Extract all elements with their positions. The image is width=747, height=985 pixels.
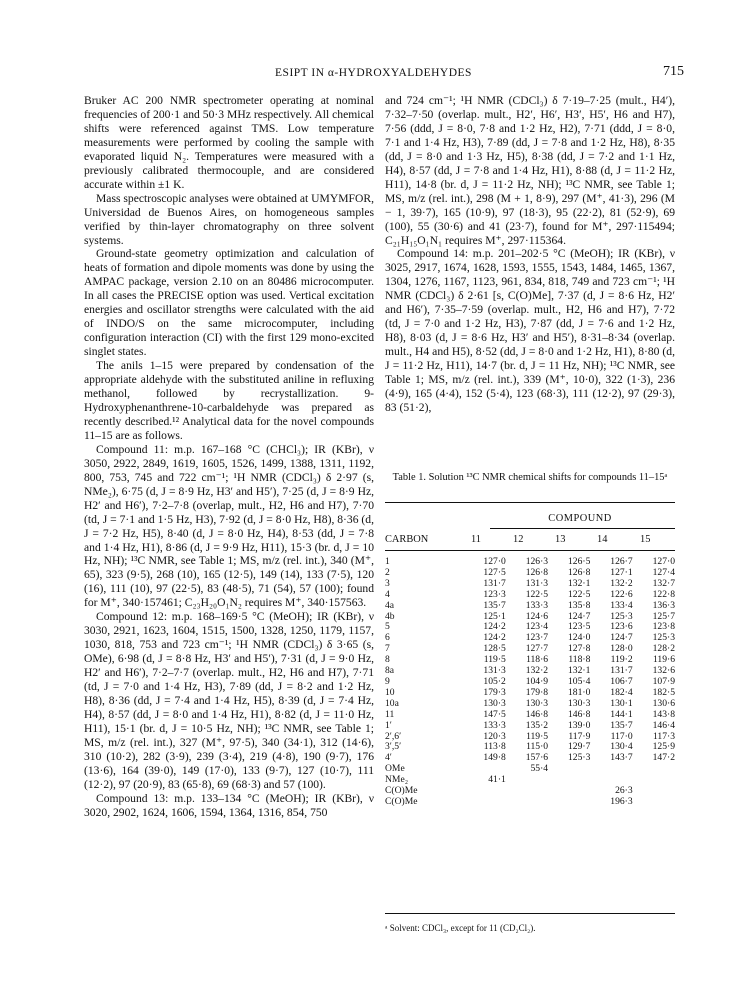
left-column [84,94,374,820]
table-cell: 117·0 [610,730,633,742]
table-cell: 181·0 [567,686,591,698]
table-cell [633,786,675,797]
table-cell: 26·3 [615,785,633,797]
table-cell: 130·1 [610,697,633,709]
table-cell: 126·8 [525,566,549,578]
table-cell: 124·7 [567,610,591,622]
table-cell: 127·7 [525,643,549,655]
table-cell: 127·5 [483,566,506,578]
table-cell: 131·3 [483,665,506,677]
table-row-label: NMe₂ [385,774,409,786]
table-header-cell: 11 [471,534,482,545]
paragraph: Ground-state geometry optimization and calculation of heats of formation and dipole moments was done by using the AMPAC package, version 2.10 on an 80486 microcomputer. In all cases the PRECISE option was used. Vertical excitation energies and oscillator strengths were calculated with the aid of INDO/S on the same microcomputer, including configuration interaction (CI) with the first 129 mono-excited singlet states. [84,247,374,359]
table-cell: 117·9 [568,730,591,742]
table-cell: 139·0 [567,719,591,731]
table-cell: 179·3 [483,686,506,698]
table-row-label: 3 [385,577,390,589]
table-row-label: 10 [385,686,395,698]
table-row-label: 2 [385,566,390,578]
table-cell: 125·3 [567,752,591,764]
paragraph: Compound 14: m.p. 201–202·5 °C (MeOH); IR (KBr), ν 3025, 2917, 1674, 1628, 1593, 1555, 1543, 1484, 1465, 1367, 1304, 1276, 1167, 1123, 961, 834, 818, 749 and 723 cm⁻¹; ¹H NMR (CDCl₃) δ 2·61 [s, C(O)Me], 7·37 (d, J = 8·6 Hz, H2′ and H6′), 7·35–7·59 (overlap. mult., H2, H6 and H7), 7·72 (td, J = 7·0 and 1·2 Hz, H3), 7·87 (dd, J = 7·6 and 1·2 Hz, H8), 8·03 (d, J = 8·6 Hz, H3′ and H5′), 8·31–8·34 (overlap. mult., H4 and H5), 8·52 (dd, J = 8·0 and 1·2 Hz, H1), 8·80 (d, J = 11·2 Hz, H11), 14·7 (br. d, J = 11 Hz, NH); ¹³C NMR, see Table 1; MS, m/z (rel. int.), 339 (M⁺, 10·0), 322 (1·3), 236 (4·9), 165 (4·4), 152 (5·4), 123 (68·3), 111 (12·2), 97 (29·3), 83 (51·2), [385,247,675,414]
paragraph: and 724 cm⁻¹; ¹H NMR (CDCl₃) δ 7·19–7·25 (mult., H4′), 7·32–7·50 (overlap. mult., H2′, H6′, H3′, H5′, H6 and H7), 7·56 (ddd, J = 8·0, 7·8 and 1·2 Hz, H2), 7·71 (ddd, J = 8·0, 7·1 and 1·4 Hz, H3), 7·89 (dd, J = 7·8 and 1·2 Hz, H8), 8·35 (dd, J = 8·0 and 1·3 Hz, H5), 8·38 (dd, J = 7·2 and 1·1 Hz, H4), 8·57 (dd, J = 7·8 and 1·4 Hz, H1), 8·88 (d, J = 11·2 Hz, H11), 14·8 (br. d, J = 11·2 Hz, NH); ¹³C NMR, see Table 1; MS, m/z (rel. int.), 298 (M + 1, 8·9), 297 (M⁺, 41·3), 296 (M − 1, 39·7), 165 (10·9), 97 (18·3), 95 (22·2), 81 (52·9), 69 (100), 55 (30·6) and 41 (23·7), found for M⁺, 297·115494; C₂₁H₁₅O₁N₁ requires M⁺, 297·115364. [385,94,675,247]
table-cell [548,797,590,808]
table-cell: 122·5 [525,588,549,600]
table-row-label: 6 [385,632,390,644]
table-cell [464,786,506,797]
table-cell [633,797,675,808]
table-footnote: ᵃ Solvent: CDCl₃, except for 11 (CD₂Cl₂). [385,923,536,933]
table-cell: 130·4 [610,741,633,753]
table-cell: 129·7 [567,741,591,753]
table-cell: 132·7 [652,577,675,589]
table-cell: 105·4 [567,675,591,687]
running-title: ESIPT IN α-HYDROXYALDEHYDES [275,67,472,79]
table-cell: 182·4 [610,686,633,698]
paragraph: The anils 1–15 were prepared by condensation of the appropriate aldehyde with the substituted aniline in refluxing methanol, followed by recrystallization. 9-Hydroxyphenanthrene-10-carbaldehyde was prepared as recently described.¹² Analytical data for the novel compounds 11–15 are as follows. [84,359,374,442]
table-cell: 128·5 [483,643,506,655]
table-cell: 146·4 [652,719,675,731]
table-row-label: 1 [385,556,390,567]
paragraph: Mass spectroscopic analyses were obtained at UMYMFOR, Universidad de Buenos Aires, on homogeneous samples verified by thin-layer chromatography on three solvent systems. [84,191,374,247]
table-cell [506,786,548,797]
table-row-label: 8a [385,665,395,677]
table-cell: 126·8 [567,566,591,578]
table-cell: 124·7 [610,632,633,644]
table-cell: 127·0 [652,556,675,567]
table-cell: 126·5 [567,556,591,567]
table-cell: 115·0 [526,741,549,753]
table-header-cell: 12 [513,534,524,545]
table-cell: 182·5 [652,686,675,698]
table-row [385,710,675,721]
table-cell: 133·3 [525,599,549,611]
paragraph: Compound 13: m.p. 133–134 °C (MeOH); IR (KBr), ν 3020, 2902, 1624, 1606, 1594, 1364, 1316, 854, 750 [84,791,374,819]
table-row-label: 4b [385,610,395,622]
table-row-label: 4a [385,599,395,611]
table-cell: 123·7 [525,632,549,644]
table-cell: 122·5 [567,588,591,600]
table-cell [633,764,675,775]
table-cell: 113·8 [483,741,506,753]
table-cell: 135·7 [483,599,506,611]
table-cell [548,786,590,797]
table-cell [506,797,548,808]
table-cell: 146·8 [525,708,549,720]
table-cell: 119·2 [610,654,633,666]
table-cell: 107·9 [652,675,675,687]
table-cell: 125·7 [652,610,675,622]
table-cell: 133·3 [483,719,506,731]
table-cell: 125·9 [652,741,675,753]
paragraph: Bruker AC 200 NMR spectrometer operating at nominal frequencies of 200·1 and 50·3 MHz respectively. All chemical shifts were referenced against TMS. Low temperature measurements were performed by cooling the sample with evaporated liquid N₂. Temperatures were measured with a previously calibrated thermocouple, and are considered accurate within ±1 K. [84,94,374,191]
table-cell [548,764,590,775]
table-cell: 149·8 [483,752,506,764]
table-cell: 125·3 [610,610,633,622]
page-number: 715 [663,64,684,79]
table-cell: 124·0 [567,632,591,644]
table-cell: 126·3 [525,556,549,567]
table-cell: 135·8 [567,599,591,611]
table-row [385,601,675,612]
table-cell: 132·2 [525,665,549,677]
table-cell: 104·9 [525,675,549,687]
table-cell: 127·8 [567,643,591,655]
table-cell: 135·2 [525,719,549,731]
table-cell: 119·5 [526,730,549,742]
table-cell [506,775,548,786]
table-cell: 124·2 [483,621,506,633]
table-row-label: C(O)Me [385,785,418,797]
table-row-label: 8 [385,654,390,666]
table-row-label: 4′ [385,752,392,764]
table-cell: 130·3 [483,697,506,709]
table-cell: 122·6 [610,588,633,600]
table-cell: 157·6 [525,752,549,764]
table-cell: 136·3 [652,599,675,611]
table-cell: 41·1 [488,774,506,786]
table-cell: 131·7 [610,665,633,677]
table-cell: 131·3 [525,577,549,589]
table-header-cell: CARBON [385,534,429,545]
table-cell: 196·3 [610,795,633,807]
table-cell: 143·8 [652,708,675,720]
table-group-header: COMPOUND [548,513,612,524]
table-row-label: 9 [385,675,390,687]
table-cell: 128·0 [610,643,633,655]
table-cell: 132·1 [567,577,591,589]
table-row-label: C(O)Me [385,795,418,807]
table-cell: 143·7 [610,752,633,764]
table-cell: 147·5 [483,708,506,720]
table-cell: 127·4 [652,566,675,578]
table-cell [548,775,590,786]
table-cell: 119·5 [483,654,506,666]
table-cell: 126·7 [610,556,633,567]
table-cell: 123·3 [483,588,506,600]
table-cell: 124·6 [525,610,549,622]
table-cell [633,775,675,786]
table-cell: 179·8 [525,686,549,698]
table-cell: 125·3 [652,632,675,644]
table-group-rule [490,528,675,529]
table-row [385,590,675,601]
table-cell: 55·4 [530,763,549,775]
table-cell: 123·8 [652,621,675,633]
table-cell: 147·2 [652,752,675,764]
table-row-label: OMe [385,763,405,775]
table-cell: 124·2 [483,632,506,644]
table-cell: 130·3 [525,697,549,709]
table-row [385,797,675,808]
table-cell: 135·7 [610,719,633,731]
table-cell: 119·6 [652,654,675,666]
table-caption: Table 1. Solution ¹³C NMR chemical shifts for compounds 11–15ᵃ [392,472,668,483]
table-row [385,721,675,732]
table-cell: 105·2 [483,675,506,687]
table-cell: 127·0 [483,556,506,567]
table-cell: 130·3 [567,697,591,709]
table-row-label: 5 [385,621,390,633]
table-cell [464,797,506,808]
table-cell: 123·5 [567,621,591,633]
table-cell [590,764,632,775]
paragraph: Compound 12: m.p. 168–169·5 °C (MeOH); IR (KBr), ν 3030, 2921, 1623, 1604, 1515, 1500, 1328, 1250, 1179, 1157, 1030, 818, 753 and 723 cm⁻¹; ¹H NMR (CDCl₃) δ 3·65 (s, OMe), 6·98 (d, J = 8·8 Hz, H3′ and H5′), 7·31 (d, J = 9·0 Hz, H2′ and H6′), 7·2–7·7 (overlap. mult., H2, H6 and H7), 7·71 (td, J = 7·0 and 1·4 Hz, H3), 7·89 (dd, J = 8·2 and 1·2 Hz, H8), 8·36 (dd, J = 7·4 and 1·4 Hz, H5), 8·39 (d, J = 7·4 Hz, H4), 8·57 (dd, J = 8·0 and 1·4 Hz, H1), 8·82 (d, J = 11·0 Hz, H11), 15·1 (br. d, J = 10·5 Hz, NH); ¹³C NMR, see Table 1; MS, m/z (rel. int.), 327 (M⁺, 97·5), 340 (34·1), 312 (14·6), 310 (10·2), 282 (3·9), 239 (3·4), 219 (4·8), 190 (9·7), 176 (13·6), 164 (39·0), 149 (17·0), 133 (9·7), 127 (10·7), 111 (12·2), 97 (20·9), 83 (65·8), 69 (68·3) and 57 (100). [84,610,374,791]
table-bottom-rule [385,913,675,914]
table-cell: 131·7 [483,577,506,589]
table-row-label: 1′ [385,719,392,731]
table-header-cell: 14 [597,534,608,545]
table-cell: 128·2 [652,643,675,655]
table-cell: 132·1 [567,665,591,677]
nmr-table [385,557,675,808]
table-cell: 106·7 [610,675,633,687]
table-header-cell: 13 [555,534,566,545]
table-cell: 118·6 [526,654,549,666]
table-cell: 130·6 [652,697,675,709]
table-cell: 132·2 [610,577,633,589]
table-row-label: 11 [385,708,395,720]
table-header-cell: 15 [640,534,651,545]
table-row-label: 4 [385,588,390,600]
table-row-label: 7 [385,643,390,655]
table-cell: 127·1 [610,566,633,578]
table-cell: 144·1 [610,708,633,720]
table-cell: 123·4 [525,621,549,633]
table-cell: 118·8 [568,654,591,666]
paragraph: Compound 11: m.p. 167–168 °C (CHCl₃); IR (KBr), ν 3050, 2922, 2849, 1619, 1605, 1526, 1499, 1388, 1311, 1192, 800, 753, 745 and 722 cm⁻¹; ¹H NMR (CDCl₃) δ 2·97 (s, NMe₂), 6·75 (d, J = 8·9 Hz, H3′ and H5′), 7·25 (d, J = 8·9 Hz, H2′ and H6′), 7·2–7·8 (overlap, mult., H2, H6 and H7), 7·70 (td, J = 7·1 and 1·5 Hz, H3), 7·92 (d, J = 8·0 Hz, H8), 8·36 (d, J = 7·2 Hz, H5), 8·40 (d, J = 8·0 Hz, H4), 8·53 (dd, J = 7·8 and 1·4 Hz, H1), 8·86 (d, J = 9·9 Hz, H11), 15·3 (br. d, J = 10 Hz, NH); ¹³C NMR, see Table 1; MS, m/z (rel. int.), 340 (M⁺, 65), 323 (9·5), 268 (10), 165 (12·5), 149 (14), 133 (7·5), 120 (16), 111 (10), 97 (22·5), 83 (48·5), 71 (54), 57 (100); found for M⁺, 340·157461; C₂₃H₂₀O₁N₂ requires M⁺, 340·157563. [84,442,374,610]
table-cell: 125·1 [483,610,506,622]
table-cell: 122·8 [652,588,675,600]
table-row [385,764,675,775]
table-cell: 132·6 [652,665,675,677]
table-top-rule [385,502,675,503]
table-cell: 133·4 [610,599,633,611]
table-header-rule [385,550,675,551]
table-row-label: 10a [385,697,399,709]
table-row-label: 2′,6′ [385,730,402,742]
table-cell: 117·3 [652,730,675,742]
right-column [385,94,675,415]
table-cell: 120·3 [483,730,506,742]
table-cell: 146·8 [567,708,591,720]
table-cell: 123·6 [610,621,633,633]
table-row [385,753,675,764]
table-row-label: 3′,5′ [385,741,402,753]
